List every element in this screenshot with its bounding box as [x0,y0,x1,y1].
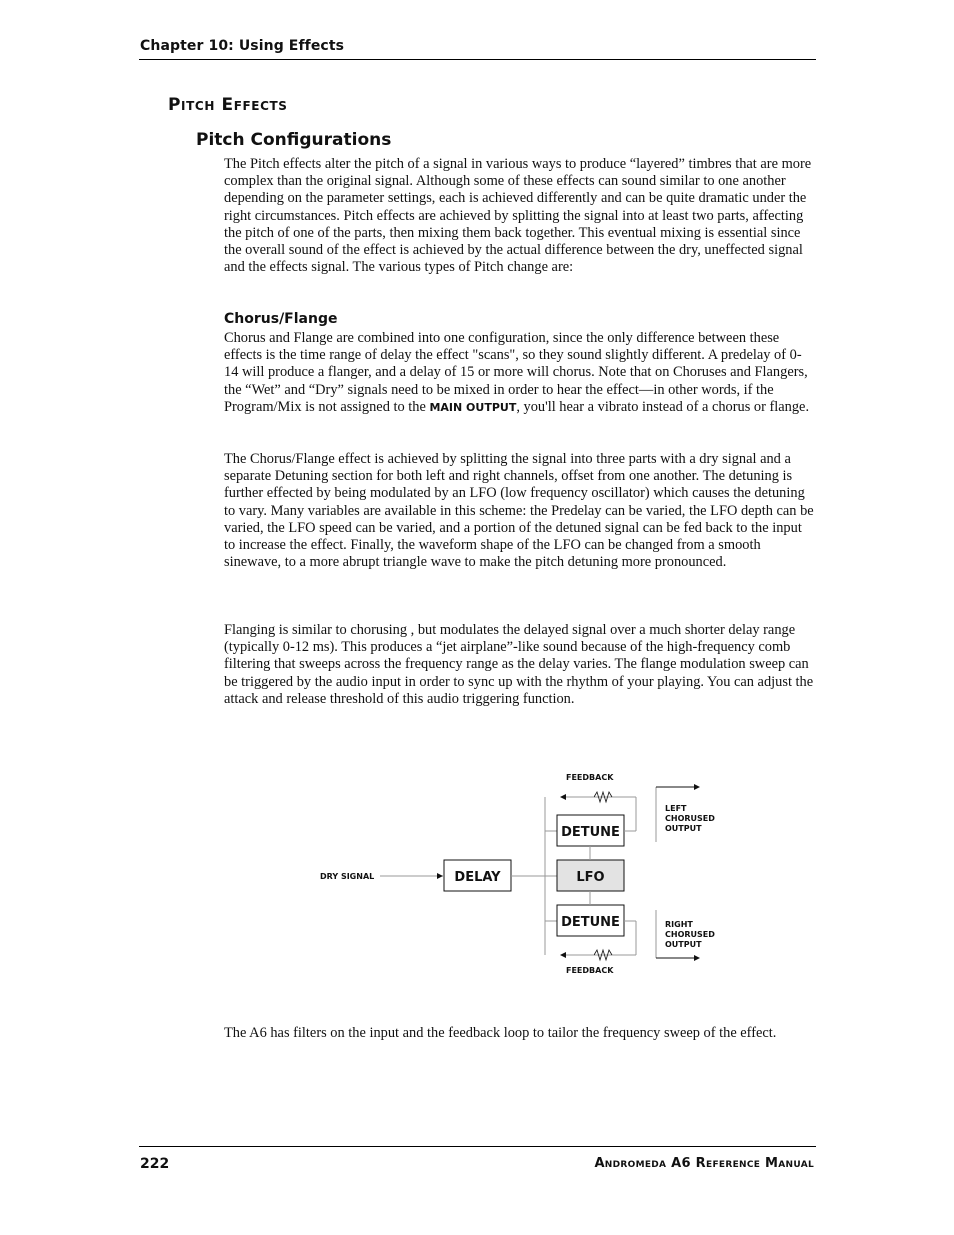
right-output-line-2: CHORUSED [665,930,715,939]
page-number: 222 [140,1156,170,1172]
right-output-arrow [694,955,700,961]
detune-top-label: DETUNE [561,825,620,840]
left-output-line-3: OUTPUT [665,824,702,833]
page-footer [139,1146,816,1172]
left-output-arrow [694,784,700,790]
feedback-bottom-label: FEEDBACK [566,966,614,975]
manual-title: Andromeda A6 Reference Manual [594,1156,814,1171]
detune-bottom-label: DETUNE [561,915,620,930]
lfo-label: LFO [576,870,605,885]
delay-label: DELAY [454,870,501,885]
closing-paragraph: The A6 has filters on the input and the feedback loop to tailor the frequency sweep of the effect. [224,1025,777,1041]
feedback-top-label: FEEDBACK [566,773,614,782]
feedback-bottom-arrow [560,952,566,958]
dry-signal-label: DRY SIGNAL [320,872,375,881]
left-output-line-2: CHORUSED [665,814,715,823]
subsection-title: Pitch Configurations [196,130,392,150]
right-output-line-1: RIGHT [665,920,693,929]
chapter-title: Chapter 10: Using Effects [140,38,345,54]
chorus-flange-heading: Chorus/Flange [224,311,338,327]
main-output-key: MAIN OUTPUT [429,400,517,414]
chorus-p1-text-b: , you'll hear a vibrato instead of a chorus or flange. [516,398,810,415]
chorus-paragraph-2: The Chorus/Flange effect is achieved by splitting the signal into three parts with a dry signal and a separate Detuning section for both left and right channels, offset from one another. The detuning is further effected by being modulated by an LFO (low frequency oscillator) which causes the detuning to vary. Many variables are available in this scheme: the Predelay can be varied, the LFO depth can be varied, the LFO speed can be varied, and a portion of the detuned signal can be fed back to the input to increase the effect. Finally, the waveform shape of the LFO can be changed from a smooth sinewave, to a more abrupt triangle wave to make the pitch detuning more pronounced. [224,451,814,571]
right-output-line-3: OUTPUT [665,940,702,949]
input-arrow [437,873,443,879]
chorus-paragraph-3: Flanging is similar to chorusing , but modulates the delayed signal over a much shorter delay range (typically 0-12 ms). This produces a “jet airplane”-like sound because of the high-frequency comb filtering that sweeps across the frequency range as the delay varies. The flange modulation sweep can be triggered by the audio input in order to sync up with the rhythm of your playing. You can adjust the attack and release threshold of this audio triggering function. [224,622,814,707]
left-output-line-1: LEFT [665,804,687,813]
chorus-p1-text-a: Chorus and Flange are combined into one configuration, since the only difference between these effects is the time range of delay the effect "scans", so they sound slightly different. A predelay of 0-14 will produce a flanger, and a delay of 15 or more will chorus. Note that on Choruses and Flangers, the “Wet” and “Dry” signals need to be mixed in order to hear the effect—in other words, if the Program/Mix is not assigned to the [224,330,808,415]
intro-paragraph: The Pitch effects alter the pitch of a signal in various ways to produce “layered” timbres that are more complex than the original signal. Although some of these effects can sound similar to one another depending on the parameter settings, each is achieved differently and can be quite dramatic under the right circumstances. Pitch effects are achieved by splitting the signal into at least two parts, affecting the pitch of one of the parts, then mixing them back together. This eventual mixing is essential since the overall sound of the effect is achieved by the actual difference between the dry, uneffected signal and the effects signal. The various types of Pitch change are: [224,156,812,276]
feedback-top-arrow [560,794,566,800]
section-title: Pitch Effects [168,95,288,115]
